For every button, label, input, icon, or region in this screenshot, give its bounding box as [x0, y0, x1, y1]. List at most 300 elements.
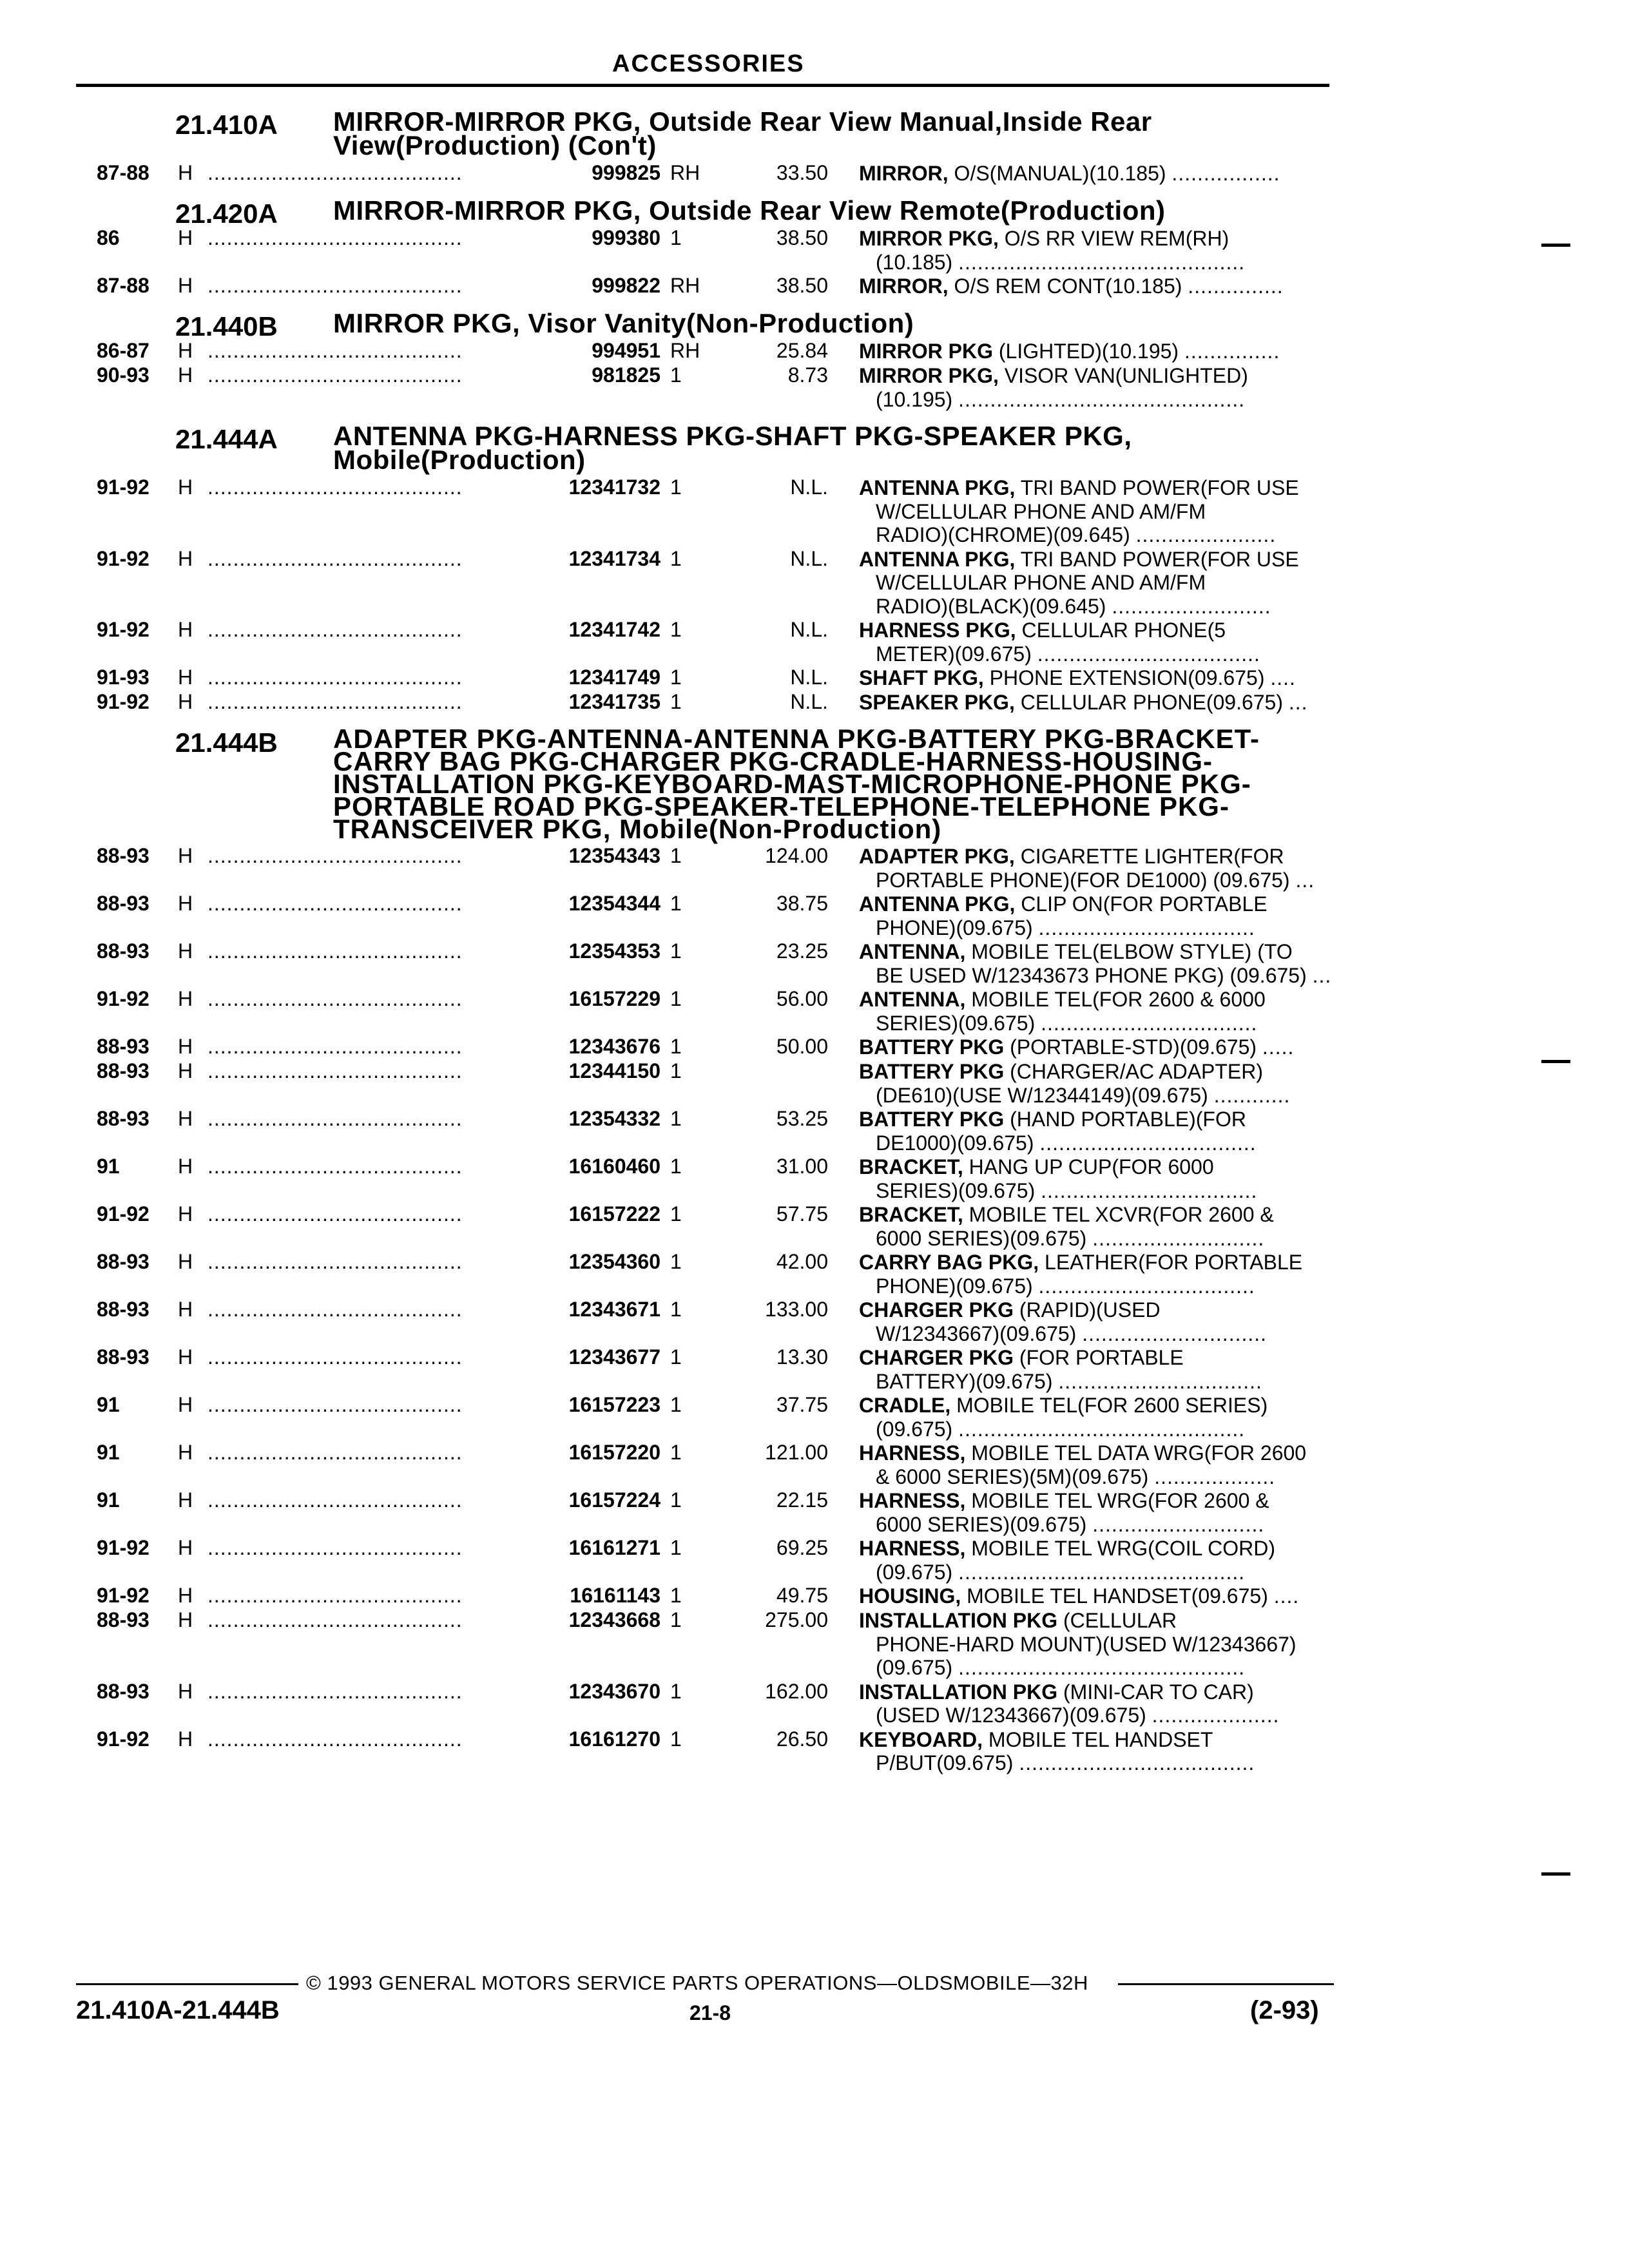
description-line: (DE610)(USE W/12344149)(09.675) ............	[876, 1083, 1291, 1107]
description-line: SHAFT PKG, PHONE EXTENSION(09.675) ....	[859, 666, 1296, 689]
usage-code: H	[178, 546, 193, 570]
model-years: 91	[97, 1488, 120, 1512]
description-line: BRACKET, MOBILE TEL XCVR(FOR 2600 &	[859, 1203, 1274, 1226]
part-description	[859, 339, 1329, 363]
usage-code: H	[178, 690, 193, 713]
description-line: RADIO)(BLACK)(09.645) .........................	[876, 594, 1271, 618]
usage-code: H	[178, 1679, 193, 1703]
part-number: 12343671	[568, 1298, 660, 1321]
quantity: 1	[670, 939, 682, 963]
description-line: W/CELLULAR PHONE AND AM/FM	[876, 571, 1206, 594]
quantity: 1	[670, 1250, 682, 1273]
usage-code: H	[178, 1155, 193, 1178]
quantity: 1	[670, 1059, 682, 1082]
price: 56.00	[776, 987, 828, 1010]
quantity: 1	[670, 666, 682, 689]
description-line: ANTENNA PKG, TRI BAND POWER(FOR USE	[859, 547, 1299, 571]
description-line: & 6000 SERIES)(5M)(09.675) ...................	[876, 1465, 1276, 1488]
catalog-row	[0, 476, 1629, 547]
edge-mark	[1541, 1060, 1570, 1063]
description-line: (10.185) .............................................	[876, 250, 1246, 274]
leader-dots: ........................................	[207, 1584, 463, 1607]
part-description	[859, 547, 1329, 619]
catalog-row	[0, 690, 1629, 715]
section-title: ANTENNA PKG-HARNESS PKG-SHAFT PKG-SPEAKER PKG, Mobile(Production)	[333, 421, 1132, 475]
part-description	[859, 844, 1329, 892]
part-number: 994951	[592, 339, 660, 362]
catalog-section	[0, 302, 1629, 411]
leader-dots: ........................................	[207, 987, 463, 1010]
description-line: ANTENNA, MOBILE TEL(FOR 2600 & 6000	[859, 988, 1266, 1011]
description-line: BRACKET, HANG UP CUP(FOR 6000	[859, 1155, 1214, 1178]
part-number: 16157224	[568, 1488, 660, 1512]
catalog-section	[0, 415, 1629, 715]
part-description	[859, 1727, 1329, 1775]
part-number: 12341735	[568, 690, 660, 713]
section-rows	[0, 476, 1629, 715]
usage-code: H	[178, 987, 193, 1010]
section-code: 21.444B	[175, 727, 278, 758]
usage-code: H	[178, 1536, 193, 1559]
description-line: W/12343667)(09.675) .............................	[876, 1321, 1268, 1345]
quantity: 1	[670, 1584, 682, 1607]
price: N.L.	[790, 690, 828, 713]
edge-mark	[1541, 1872, 1570, 1876]
part-description	[859, 1345, 1329, 1393]
part-description	[859, 161, 1329, 186]
price: N.L.	[790, 618, 828, 641]
usage-code: H	[178, 1035, 193, 1058]
price: 49.75	[776, 1584, 828, 1607]
part-description	[859, 1250, 1329, 1298]
quantity: 1	[670, 363, 682, 387]
description-line: BATTERY)(09.675) ................................	[876, 1369, 1262, 1393]
quantity: 1	[670, 546, 682, 570]
quantity: 1	[670, 1536, 682, 1559]
quantity: 1	[670, 1441, 682, 1464]
section-code: 21.410A	[175, 110, 278, 140]
catalog-row	[0, 1250, 1629, 1298]
quantity: 1	[670, 1202, 682, 1225]
edge-mark	[1541, 244, 1570, 247]
part-description	[859, 892, 1329, 939]
usage-code: H	[178, 844, 193, 867]
description-line: HOUSING, MOBILE TEL HANDSET(09.675) ....	[859, 1584, 1300, 1608]
catalog-section	[0, 189, 1629, 298]
description-line: (USED W/12343667)(09.675) ....................	[876, 1704, 1280, 1727]
price: 38.50	[776, 274, 828, 297]
usage-code: H	[178, 274, 193, 297]
price: 124.00	[765, 844, 828, 867]
leader-dots: ........................................	[207, 690, 463, 713]
part-description	[859, 987, 1329, 1035]
model-years: 88-93	[97, 1345, 149, 1369]
catalog-row	[0, 1608, 1629, 1680]
price: 23.25	[776, 939, 828, 963]
description-line: MIRROR, O/S REM CONT(10.185) ...............	[859, 274, 1284, 298]
part-description	[859, 363, 1329, 411]
part-description	[859, 1393, 1329, 1441]
description-line: ANTENNA PKG, TRI BAND POWER(FOR USE	[859, 476, 1299, 499]
part-number: 12354344	[568, 892, 660, 915]
parts-catalog	[0, 97, 1629, 1775]
leader-dots: ........................................	[207, 1536, 463, 1559]
section-rows	[0, 844, 1629, 1775]
leader-dots: ........................................	[207, 1488, 463, 1512]
model-years: 91-92	[97, 690, 149, 713]
model-years: 91-92	[97, 987, 149, 1010]
part-number: 16160460	[568, 1155, 660, 1178]
quantity: RH	[670, 339, 700, 362]
leader-dots: ........................................	[207, 1393, 463, 1416]
part-number: 12343677	[568, 1345, 660, 1369]
usage-code: H	[178, 339, 193, 362]
section-title: ADAPTER PKG-ANTENNA-ANTENNA PKG-BATTERY PKG-BRACKET-CARRY BAG PKG-CHARGER PKG-CRADLE-HARNESS-HOUSING-INSTALLATION PKG-KEYBOARD-MAST-MICROPHONE-PHONE PKG-PORTABLE ROAD PKG-SPEAKER-TELEPHONE-TELEPHONE PKG-TRANSCEIVER PKG, Mobile(Non-Production)	[333, 724, 1260, 844]
part-number: 12341749	[568, 666, 660, 689]
catalog-row	[0, 987, 1629, 1035]
part-number: 16161270	[568, 1727, 660, 1751]
price: 162.00	[765, 1679, 828, 1703]
usage-code: H	[178, 939, 193, 963]
footer-revision: (2-93)	[1250, 1996, 1319, 2024]
quantity: RH	[670, 274, 700, 297]
part-number: 12354353	[568, 939, 660, 963]
footer-section-range: 21.410A-21.444B	[76, 1996, 280, 2024]
description-line: CHARGER PKG (FOR PORTABLE	[859, 1346, 1184, 1369]
model-years: 86-87	[97, 339, 149, 362]
leader-dots: ........................................	[207, 666, 463, 689]
catalog-row	[0, 1584, 1629, 1608]
page-title: ACCESSORIES	[612, 50, 805, 77]
section-code: 21.444A	[175, 424, 278, 454]
quantity: 1	[670, 844, 682, 867]
usage-code: H	[178, 666, 193, 689]
leader-dots: ........................................	[207, 1107, 463, 1130]
model-years: 91-92	[97, 1536, 149, 1559]
usage-code: H	[178, 1488, 193, 1512]
description-line: (09.675) .............................................	[876, 1417, 1246, 1441]
leader-dots: ........................................	[207, 1727, 463, 1751]
description-line: PHONE)(09.675) ..................................	[876, 916, 1255, 939]
quantity: RH	[670, 161, 700, 184]
price: 33.50	[776, 161, 828, 184]
part-number: 12354343	[568, 844, 660, 867]
part-number: 12341734	[568, 546, 660, 570]
leader-dots: ........................................	[207, 1155, 463, 1178]
catalog-row	[0, 666, 1629, 690]
model-years: 87-88	[97, 274, 149, 297]
quantity: 1	[670, 1679, 682, 1703]
part-description	[859, 1680, 1329, 1727]
leader-dots: ........................................	[207, 1345, 463, 1369]
usage-code: H	[178, 476, 193, 499]
model-years: 91-92	[97, 476, 149, 499]
leader-dots: ........................................	[207, 1441, 463, 1464]
model-years: 88-93	[97, 1035, 149, 1058]
part-number: 12354332	[568, 1107, 660, 1130]
description-line: ANTENNA, MOBILE TEL(ELBOW STYLE) (TO	[859, 940, 1293, 963]
leader-dots: ........................................	[207, 476, 463, 499]
footer-copyright: © 1993 GENERAL MOTORS SERVICE PARTS OPERATIONS—OLDSMOBILE—32H	[306, 1972, 1088, 1994]
price: 22.15	[776, 1488, 828, 1512]
part-number: 12343670	[568, 1679, 660, 1703]
model-years: 91-92	[97, 546, 149, 570]
description-line: HARNESS, MOBILE TEL DATA WRG(FOR 2600	[859, 1441, 1307, 1465]
quantity: 1	[670, 1488, 682, 1512]
catalog-row	[0, 1059, 1629, 1107]
price: 53.25	[776, 1107, 828, 1130]
description-line: ANTENNA PKG, CLIP ON(FOR PORTABLE	[859, 892, 1268, 916]
model-years: 91-92	[97, 1584, 149, 1607]
leader-dots: ........................................	[207, 844, 463, 867]
leader-dots: ........................................	[207, 546, 463, 570]
price: 38.50	[776, 226, 828, 249]
model-years: 88-93	[97, 939, 149, 963]
price: 57.75	[776, 1202, 828, 1225]
usage-code: H	[178, 1393, 193, 1416]
description-line: P/BUT(09.675) .....................................	[876, 1751, 1255, 1774]
part-number: 12343676	[568, 1035, 660, 1058]
part-description	[859, 1488, 1329, 1536]
section-rows	[0, 161, 1629, 186]
usage-code: H	[178, 618, 193, 641]
catalog-row	[0, 274, 1629, 298]
quantity: 1	[670, 618, 682, 641]
description-line: ADAPTER PKG, CIGARETTE LIGHTER(FOR	[859, 845, 1284, 868]
part-number: 16161271	[568, 1536, 660, 1559]
model-years: 88-93	[97, 1679, 149, 1703]
part-number: 981825	[592, 363, 660, 387]
price: 275.00	[765, 1608, 828, 1631]
usage-code: H	[178, 1727, 193, 1751]
description-line: SPEAKER PKG, CELLULAR PHONE(09.675) ...	[859, 691, 1308, 714]
quantity: 1	[670, 1155, 682, 1178]
catalog-row	[0, 1680, 1629, 1727]
catalog-row	[0, 1202, 1629, 1250]
model-years: 88-93	[97, 844, 149, 867]
part-number: 12354360	[568, 1250, 660, 1273]
price: 37.75	[776, 1393, 828, 1416]
part-description	[859, 1155, 1329, 1202]
section-title: MIRROR-MIRROR PKG, Outside Rear View Remote(Production)	[333, 195, 1166, 226]
model-years: 91-92	[97, 1202, 149, 1225]
catalog-row	[0, 226, 1629, 274]
catalog-row	[0, 1298, 1629, 1345]
usage-code: H	[178, 161, 193, 184]
part-description	[859, 1107, 1329, 1155]
usage-code: H	[178, 1107, 193, 1130]
quantity: 1	[670, 1608, 682, 1631]
top-rule	[76, 84, 1329, 87]
leader-dots: ........................................	[207, 1035, 463, 1058]
part-number: 12344150	[568, 1059, 660, 1082]
catalog-row	[0, 618, 1629, 666]
part-description	[859, 1202, 1329, 1250]
model-years: 91-93	[97, 666, 149, 689]
model-years: 90-93	[97, 363, 149, 387]
part-number: 16157220	[568, 1441, 660, 1464]
part-description	[859, 226, 1329, 274]
section-code: 21.420A	[175, 198, 278, 229]
part-description	[859, 1584, 1329, 1608]
price: N.L.	[790, 666, 828, 689]
footer-page-number: 21-8	[689, 2001, 731, 2024]
part-number: 16161143	[570, 1584, 660, 1607]
description-line: BE USED W/12343673 PHONE PKG) (09.675) ...	[876, 963, 1332, 987]
quantity: 1	[670, 226, 682, 249]
quantity: 1	[670, 690, 682, 713]
catalog-row	[0, 1155, 1629, 1202]
description-line: KEYBOARD, MOBILE TEL HANDSET	[859, 1727, 1213, 1751]
leader-dots: ........................................	[207, 1250, 463, 1273]
part-description	[859, 1536, 1329, 1584]
section-rows	[0, 339, 1629, 411]
usage-code: H	[178, 363, 193, 387]
part-number: 12341732	[568, 476, 660, 499]
catalog-row	[0, 1107, 1629, 1155]
description-line: (09.675) .............................................	[876, 1656, 1246, 1679]
section-title: MIRROR-MIRROR PKG, Outside Rear View Manual,Inside Rear View(Production) (Con't)	[333, 106, 1152, 160]
quantity: 1	[670, 1393, 682, 1416]
part-description	[859, 476, 1329, 547]
leader-dots: ........................................	[207, 161, 463, 184]
usage-code: H	[178, 1250, 193, 1273]
price: 13.30	[776, 1345, 828, 1369]
footer-rule-right	[1118, 1983, 1334, 1985]
catalog-row	[0, 1345, 1629, 1393]
catalog-row	[0, 1536, 1629, 1584]
description-line: HARNESS, MOBILE TEL WRG(COIL CORD)	[859, 1537, 1275, 1560]
model-years: 91	[97, 1441, 120, 1464]
leader-dots: ........................................	[207, 339, 463, 362]
model-years: 87-88	[97, 161, 149, 184]
part-number: 12343668	[568, 1608, 660, 1631]
price: 42.00	[776, 1250, 828, 1273]
catalog-row	[0, 1488, 1629, 1536]
price: 133.00	[765, 1298, 828, 1321]
section-title: MIRROR PKG, Visor Vanity(Non-Production)	[333, 308, 914, 338]
quantity: 1	[670, 987, 682, 1010]
catalog-section	[0, 101, 1629, 186]
description-line: INSTALLATION PKG (MINI-CAR TO CAR)	[859, 1680, 1254, 1704]
part-description	[859, 1608, 1329, 1680]
price: 50.00	[776, 1035, 828, 1058]
price: 69.25	[776, 1536, 828, 1559]
price: N.L.	[790, 546, 828, 570]
description-line: (09.675) .............................................	[876, 1560, 1246, 1584]
catalog-row	[0, 939, 1629, 987]
description-line: SERIES)(09.675) ..................................	[876, 1011, 1258, 1035]
price: 25.84	[776, 339, 828, 362]
section-code: 21.440B	[175, 311, 278, 341]
leader-dots: ........................................	[207, 892, 463, 915]
usage-code: H	[178, 1059, 193, 1082]
price: 31.00	[776, 1155, 828, 1178]
footer-rule-left	[76, 1983, 298, 1985]
description-line: BATTERY PKG (CHARGER/AC ADAPTER)	[859, 1060, 1264, 1083]
catalog-row	[0, 1441, 1629, 1488]
price: 8.73	[787, 363, 828, 387]
quantity: 1	[670, 1107, 682, 1130]
part-description	[859, 1035, 1329, 1059]
leader-dots: ........................................	[207, 1608, 463, 1631]
usage-code: H	[178, 1608, 193, 1631]
description-line: CRADLE, MOBILE TEL(FOR 2600 SERIES)	[859, 1394, 1268, 1417]
catalog-section	[0, 718, 1629, 1775]
leader-dots: ........................................	[207, 618, 463, 641]
description-line: MIRROR PKG, O/S RR VIEW REM(RH)	[859, 227, 1229, 250]
model-years: 91-92	[97, 1727, 149, 1751]
catalog-row	[0, 363, 1629, 411]
part-description	[859, 1441, 1329, 1488]
description-line: METER)(09.675) ...................................	[876, 642, 1260, 666]
part-number: 12341742	[568, 618, 660, 641]
description-line: RADIO)(CHROME)(09.645) ......................	[876, 523, 1277, 546]
description-line: 6000 SERIES)(09.675) ...........................	[876, 1512, 1265, 1536]
part-description	[859, 666, 1329, 690]
usage-code: H	[178, 1298, 193, 1321]
price: 26.50	[776, 1727, 828, 1751]
price: 121.00	[765, 1441, 828, 1464]
model-years: 88-93	[97, 1107, 149, 1130]
part-number: 999380	[592, 226, 660, 249]
part-number: 16157222	[568, 1202, 660, 1225]
model-years: 91	[97, 1393, 120, 1416]
description-line: DE1000)(09.675) ..................................	[876, 1131, 1257, 1155]
quantity: 1	[670, 476, 682, 499]
description-line: MIRROR PKG, VISOR VAN(UNLIGHTED)	[859, 364, 1248, 387]
quantity: 1	[670, 1727, 682, 1751]
catalog-row	[0, 892, 1629, 939]
model-years: 91	[97, 1155, 120, 1178]
quantity: 1	[670, 1035, 682, 1058]
part-description	[859, 1298, 1329, 1345]
description-line: PHONE)(09.675) ..................................	[876, 1274, 1255, 1298]
part-description	[859, 274, 1329, 298]
description-line: HARNESS PKG, CELLULAR PHONE(5	[859, 619, 1226, 642]
description-line: SERIES)(09.675) ..................................	[876, 1178, 1258, 1202]
description-line: PORTABLE PHONE)(FOR DE1000) (09.675) ...	[876, 868, 1315, 892]
usage-code: H	[178, 1441, 193, 1464]
description-line: INSTALLATION PKG (CELLULAR	[859, 1609, 1177, 1632]
usage-code: H	[178, 1584, 193, 1607]
catalog-row	[0, 1727, 1629, 1775]
part-description	[859, 690, 1329, 715]
leader-dots: ........................................	[207, 1298, 463, 1321]
section-rows	[0, 226, 1629, 298]
description-line: MIRROR, O/S(MANUAL)(10.185) .................	[859, 162, 1280, 185]
usage-code: H	[178, 1202, 193, 1225]
part-description	[859, 1059, 1329, 1107]
part-description	[859, 618, 1329, 666]
quantity: 1	[670, 1345, 682, 1369]
leader-dots: ........................................	[207, 1059, 463, 1082]
leader-dots: ........................................	[207, 274, 463, 297]
catalog-row	[0, 161, 1629, 186]
catalog-row	[0, 547, 1629, 619]
leader-dots: ........................................	[207, 939, 463, 963]
catalog-row	[0, 1035, 1629, 1059]
description-line: W/CELLULAR PHONE AND AM/FM	[876, 499, 1206, 523]
description-line: PHONE-HARD MOUNT)(USED W/12343667)	[876, 1632, 1296, 1656]
leader-dots: ........................................	[207, 363, 463, 387]
leader-dots: ........................................	[207, 1202, 463, 1225]
quantity: 1	[670, 892, 682, 915]
model-years: 86	[97, 226, 120, 249]
description-line: 6000 SERIES)(09.675) ...........................	[876, 1226, 1265, 1250]
price: 38.75	[776, 892, 828, 915]
quantity: 1	[670, 1298, 682, 1321]
